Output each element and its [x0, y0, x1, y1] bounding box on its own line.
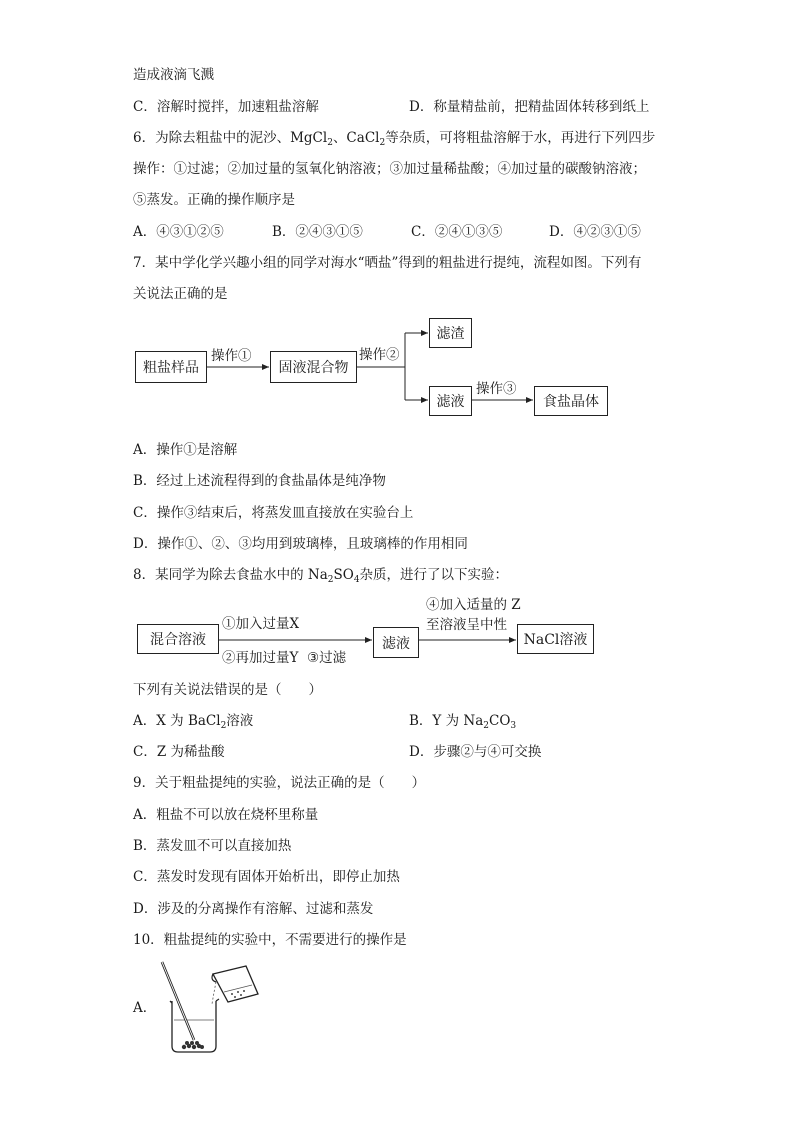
label-op1: 操作① — [211, 348, 252, 364]
q6-option-d: D．④②③①⑤ — [549, 224, 641, 240]
q9-option-a: A．粗盐不可以放在烧杯里称量 — [133, 807, 319, 823]
label-step1: ①加入过量X — [222, 616, 300, 632]
label-step2-3: ②再加过量Y ③过滤 — [222, 650, 347, 666]
box-salt-crystal: 食盐晶体 — [534, 386, 608, 416]
q6-stem-3: ⑤蒸发。正确的操作顺序是 — [133, 192, 295, 208]
q9-stem: 9．关于粗盐提纯的实验，说法正确的是（ ） — [133, 775, 426, 791]
box-residue: 滤渣 — [429, 318, 472, 348]
q6-stem: 6．为除去粗盐中的泥沙、MgCl$_2$、CaCl$_2$等杂质，可将粗盐溶解于水，再进行下列四步 — [133, 130, 656, 148]
box-crude-salt: 粗盐样品 — [135, 351, 207, 383]
label-step4-b: 至溶液呈中性 — [426, 617, 507, 633]
text-line: 造成液滴飞溅 — [133, 67, 214, 83]
box-mixed-solution: 混合溶液 — [137, 624, 219, 654]
dissolving-illustration — [150, 958, 265, 1058]
q9-option-c: C．蒸发时发现有固体开始析出，即停止加热 — [133, 869, 400, 885]
q8-option-a: A．X 为 BaCl$_2$溶液 — [133, 713, 254, 731]
q8-stem: 8．某同学为除去食盐水中的 $Na_2SO_4$杂质，进行了以下实验： — [133, 567, 509, 585]
box-nacl-solution: NaCl溶液 — [517, 624, 594, 654]
q9-option-b: B．蒸发皿不可以直接加热 — [133, 838, 292, 854]
q8-option-d: D．步骤②与④可交换 — [409, 744, 542, 760]
q7-stem: 7．某中学化学兴趣小组的同学对海水“晒盐”得到的粗盐进行提纯，流程如图。下列有 — [133, 255, 642, 271]
q9-option-d: D．涉及的分离操作有溶解、过滤和蒸发 — [133, 901, 374, 917]
q8-option-c: C．Z 为稀盐酸 — [133, 744, 225, 760]
label-op2: 操作② — [359, 347, 400, 363]
q10-option-a-label: A． — [133, 1000, 157, 1016]
label-op3: 操作③ — [476, 381, 517, 397]
box-filtrate-2: 滤液 — [373, 627, 419, 658]
q7-option-c: C．操作③结束后，将蒸发皿直接放在实验台上 — [133, 505, 414, 521]
box-mixture: 固液混合物 — [270, 351, 357, 383]
q8-stem-2: 下列有关说法错误的是（ ） — [133, 682, 322, 698]
q7-option-a: A．操作①是溶解 — [133, 442, 238, 458]
q10-stem: 10．粗盐提纯的实验中，不需要进行的操作是 — [133, 932, 407, 948]
box-filtrate: 滤液 — [429, 386, 472, 416]
q7-stem-2: 关说法正确的是 — [133, 286, 228, 302]
q7-option-d: D．操作①、②、③均用到玻璃棒，且玻璃棒的作用相同 — [133, 536, 468, 552]
q6-option-c: C．②④①③⑤ — [411, 224, 503, 240]
q8-option-b: B．Y 为 $Na_2CO_3$ — [409, 713, 517, 731]
q6-option-a: A．④③①②⑤ — [133, 224, 224, 240]
label-step4-a: ④加入适量的 Z — [426, 597, 521, 613]
q7-option-b: B．经过上述流程得到的食盐晶体是纯净物 — [133, 473, 386, 489]
q5-option-d: D．称量精盐前，把精盐固体转移到纸上 — [409, 99, 650, 115]
q6-option-b: B．②④③①⑤ — [272, 224, 363, 240]
q5-option-c: C．溶解时搅拌，加速粗盐溶解 — [133, 99, 319, 115]
q6-stem-2: 操作：①过滤；②加过量的氢氧化钠溶液；③加过量稀盐酸；④加过量的碳酸钠溶液； — [133, 161, 646, 177]
